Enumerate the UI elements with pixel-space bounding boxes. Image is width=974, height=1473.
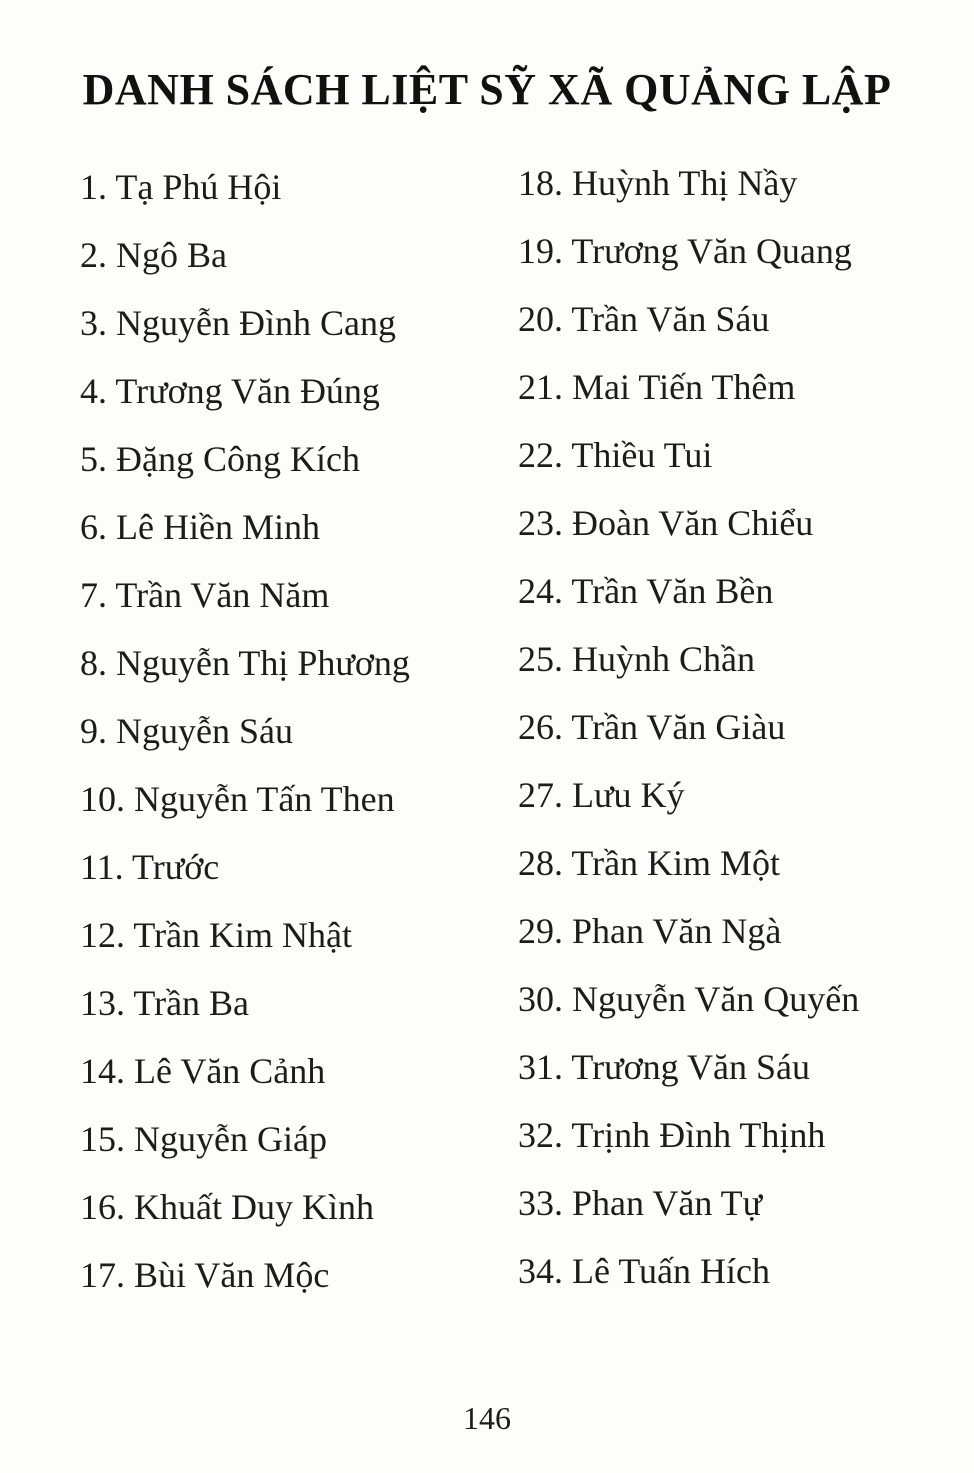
list-item: 20. Trần Văn Sáu [518,299,770,339]
page-title: DANH SÁCH LIỆT SỸ XÃ QUẢNG LẬP [82,65,892,114]
list-item: 11. Trước [80,847,220,887]
list-item: 25. Huỳnh Chần [518,639,755,679]
list-item: 18. Huỳnh Thị Nầy [518,163,798,203]
list-item: 31. Trương Văn Sáu [518,1047,810,1087]
list-item: 12. Trần Kim Nhật [80,915,353,955]
list-item: 13. Trần Ba [80,983,250,1023]
list-item: 21. Mai Tiến Thêm [518,367,796,407]
list-item: 32. Trịnh Đình Thịnh [518,1115,826,1155]
list-item: 23. Đoàn Văn Chiểu [518,503,814,543]
list-item: 27. Lưu Ký [518,775,685,815]
list-item: 2. Ngô Ba [80,235,227,275]
list-item: 8. Nguyễn Thị Phương [80,643,410,683]
list-item: 15. Nguyễn Giáp [80,1119,327,1159]
list-item: 33. Phan Văn Tự [518,1183,763,1223]
left-name-list [80,160,410,1316]
list-item: 17. Bùi Văn Mộc [80,1255,330,1295]
list-item: 29. Phan Văn Ngà [518,911,782,951]
list-item: 4. Trương Văn Đúng [80,371,380,411]
list-item: 30. Nguyễn Văn Quyến [518,979,860,1019]
list-item: 1. Tạ Phú Hội [80,167,282,207]
list-item: 6. Lê Hiền Minh [80,507,320,547]
list-item: 16. Khuất Duy Kình [80,1187,374,1227]
list-item: 5. Đặng Công Kích [80,439,360,479]
list-item: 10. Nguyễn Tấn Then [80,779,395,819]
list-item: 24. Trần Văn Bền [518,571,774,611]
list-item: 19. Trương Văn Quang [518,231,852,271]
right-name-list [518,156,859,1312]
list-item: 28. Trần Kim Một [518,843,781,883]
list-item: 22. Thiều Tui [518,435,713,475]
list-item: 3. Nguyễn Đình Cang [80,303,396,343]
list-item: 9. Nguyễn Sáu [80,711,293,751]
list-item: 7. Trần Văn Năm [80,575,330,615]
list-item: 14. Lê Văn Cảnh [80,1051,326,1091]
page-number: 146 [463,1400,511,1436]
list-item: 26. Trần Văn Giàu [518,707,786,747]
list-item: 34. Lê Tuấn Hích [518,1251,770,1291]
